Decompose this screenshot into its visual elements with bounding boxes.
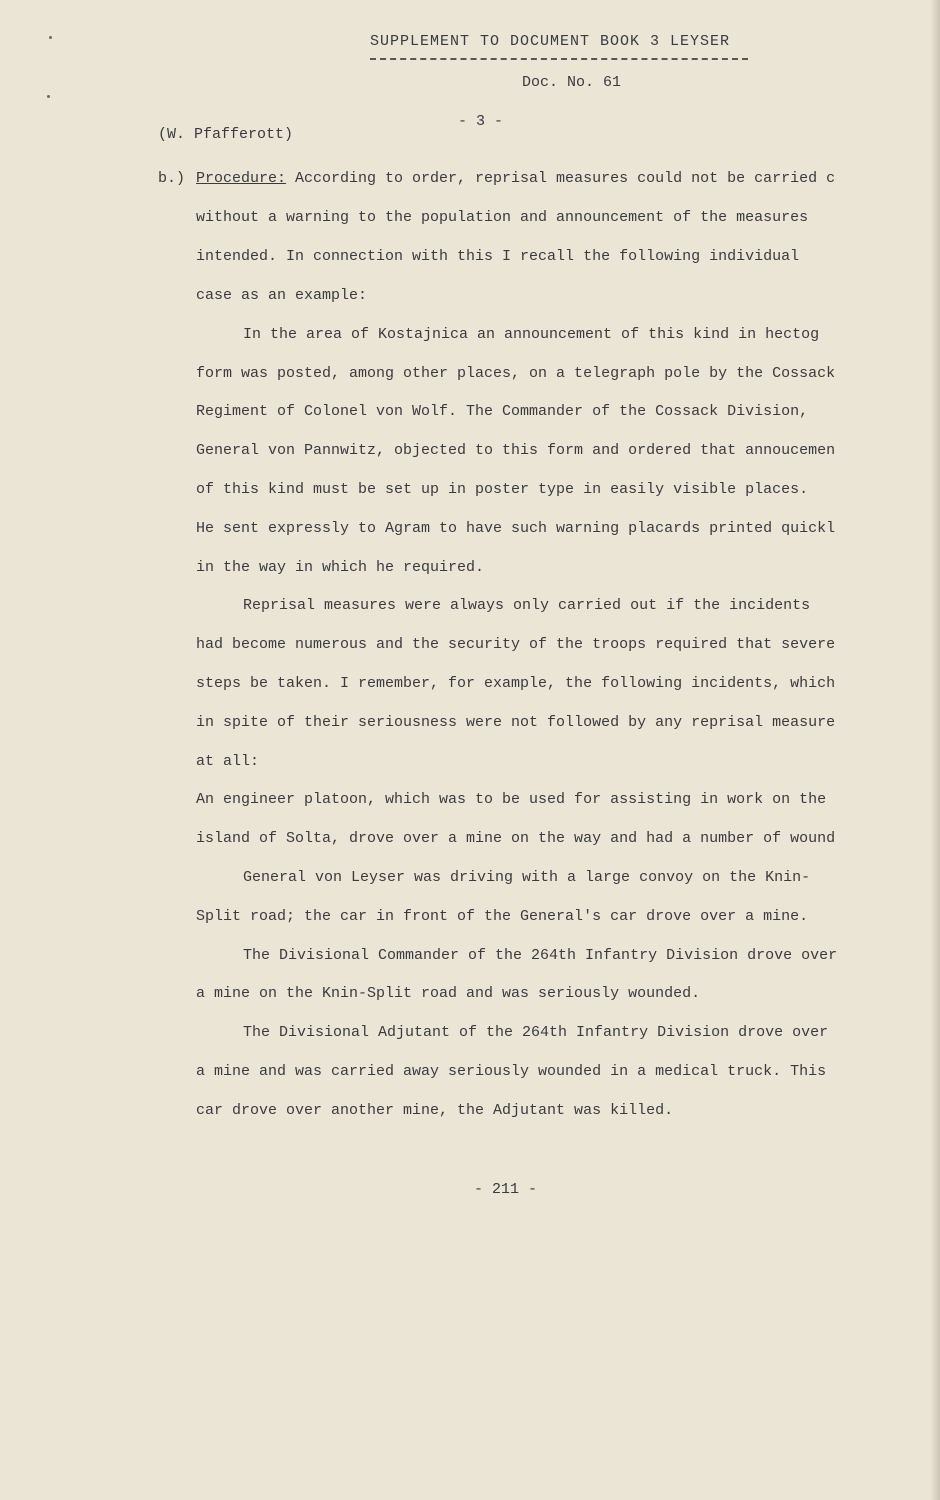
body-line: without a warning to the population and announcement of the measures <box>196 209 809 226</box>
body-line: form was posted, among other places, on a telegraph pole by the Cossack <box>196 365 836 382</box>
body-line: in spite of their seriousness were not followed by any reprisal measure <box>196 714 836 731</box>
body-line: The Divisional Commander of the 264th Infantry Division drove over <box>243 947 838 964</box>
body-line: case as an example: <box>196 287 368 304</box>
body-line: General von Pannwitz, objected to this form and ordered that annoucemen <box>196 442 836 459</box>
body-line: An engineer platoon, which was to be used for assisting in work on the <box>196 791 827 808</box>
paper-speck <box>47 95 50 98</box>
body-line: Reprisal measures were always only carried out if the incidents <box>243 597 811 614</box>
body-line: car drove over another mine, the Adjutant was killed. <box>196 1102 674 1119</box>
section-heading: Procedure: <box>196 170 287 187</box>
body-line: He sent expressly to Agram to have such warning placards printed quickl <box>196 520 836 537</box>
body-line: at all: <box>196 753 260 770</box>
document-header-title: SUPPLEMENT TO DOCUMENT BOOK 3 LEYSER <box>370 33 731 50</box>
body-line-text: According to order, reprisal measures could not be carried c <box>286 170 836 187</box>
body-line: had become numerous and the security of the troops required that severe <box>196 636 836 653</box>
body-line: General von Leyser was driving with a large convoy on the Knin- <box>243 869 811 886</box>
body-line: a mine on the Knin-Split road and was seriously wounded. <box>196 985 701 1002</box>
paper-speck <box>49 36 52 39</box>
body-line: In the area of Kostajnica an announcement of this kind in hectog <box>243 326 820 343</box>
page-marker: - 3 - <box>458 113 504 130</box>
body-line: steps be taken. I remember, for example, the following incidents, which <box>196 675 836 692</box>
body-line: of this kind must be set up in poster type in easily visible places. <box>196 481 809 498</box>
body-line: The Divisional Adjutant of the 264th Infantry Division drove over <box>243 1024 829 1041</box>
body-line: intended. In connection with this I recall the following individual <box>196 248 800 265</box>
body-line: island of Solta, drove over a mine on the way and had a number of wound <box>196 830 836 847</box>
document-number: Doc. No. 61 <box>522 74 622 91</box>
body-line <box>196 170 835 188</box>
witness-name: (W. Pfafferott) <box>158 126 294 143</box>
footer-page-number: - 211 - <box>474 1181 538 1198</box>
body-line: in the way in which he required. <box>196 559 485 576</box>
section-marker: b.) <box>158 170 186 187</box>
body-line: Split road; the car in front of the General's car drove over a mine. <box>196 908 809 925</box>
header-dashed-rule <box>370 58 748 60</box>
body-line: a mine and was carried away seriously wounded in a medical truck. This <box>196 1063 827 1080</box>
body-line: Regiment of Colonel von Wolf. The Commander of the Cossack Division, <box>196 403 809 420</box>
